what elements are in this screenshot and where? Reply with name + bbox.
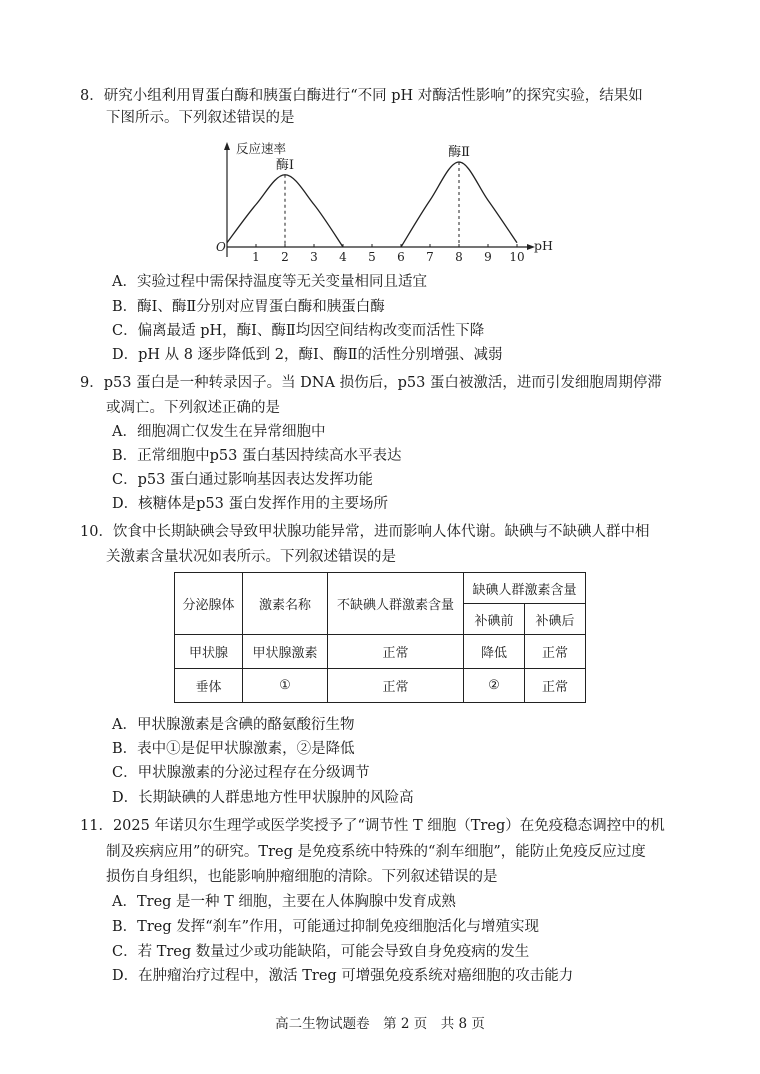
q11-option-c: C．若 Treg 数量过少或功能缺陷，可能会导致自身免疫病的发生 <box>112 944 530 960</box>
q9-option-a: A．细胞凋亡仅发生在异常细胞中 <box>112 424 326 440</box>
q11-stem-line2: 制及疾病应用”的研究。Treg 是免疫系统中特殊的“刹车细胞”，能防止免疫反应过度 <box>106 844 646 860</box>
q10-option-d: D．长期缺碘的人群患地方性甲状腺肿的风险高 <box>112 790 414 806</box>
table-cell: 降低 <box>464 635 525 669</box>
series-label-1: 酶Ⅰ <box>275 157 295 173</box>
q8-option-c: C．偏离最适 pH，酶Ⅰ、酶Ⅱ均因空间结构改变而活性下降 <box>112 323 485 339</box>
q8-option-a: A．实验过程中需保持温度等无关变量相同且适宜 <box>112 274 427 290</box>
enzyme-ph-chart <box>200 140 560 262</box>
series-label-2: 酶Ⅱ <box>448 145 470 160</box>
q9-option-b: B．正常细胞中p53 蛋白基因持续高水平表达 <box>112 448 402 464</box>
q8-stem-line2: 下图所示。下列叙述错误的是 <box>106 110 295 126</box>
table-cell: 正常 <box>328 669 464 703</box>
x-tick-label: 10 <box>509 250 525 262</box>
x-tick-label: 7 <box>426 250 434 262</box>
x-tick-label: 2 <box>281 250 289 262</box>
y-axis-arrow <box>224 142 230 150</box>
q10-option-b: B．表中①是促甲状腺激素，②是降低 <box>112 741 355 757</box>
origin-label: O <box>216 240 226 254</box>
q11-option-b: B．Treg 发挥“刹车”作用，可能通过抑制免疫细胞活化与增殖实现 <box>112 919 540 935</box>
q9-option-d: D．核糖体是p53 蛋白发挥作用的主要场所 <box>112 496 388 512</box>
table-cell: 正常 <box>328 635 464 669</box>
page-footer: 高二生物试题卷 第 2 页 共 8 页 <box>275 1016 485 1032</box>
table-cell: ① <box>243 669 328 703</box>
x-tick-label: 1 <box>252 250 260 262</box>
q9-stem-line1: 9．p53 蛋白是一种转录因子。当 DNA 损伤后，p53 蛋白被激活，进而引发细胞周期停滞 <box>80 375 662 391</box>
q10-option-c: C．甲状腺激素的分泌过程存在分级调节 <box>112 765 370 781</box>
x-tick-label: 4 <box>339 250 347 262</box>
header-hormone-name: 激素名称 <box>243 573 328 635</box>
x-tick-label: 5 <box>368 250 376 262</box>
table-row <box>175 669 586 703</box>
x-tick-label: 8 <box>455 250 463 262</box>
q11-stem-line3: 损伤自身组织，也能影响肿瘤细胞的清除。下列叙述错误的是 <box>106 869 498 885</box>
q11-option-d: D．在肿瘤治疗过程中，激活 Treg 可增强免疫系统对癌细胞的攻击能力 <box>112 968 574 984</box>
x-axis-label: pH <box>534 238 553 253</box>
table-cell: 垂体 <box>175 669 243 703</box>
table-cell: 甲状腺 <box>175 635 243 669</box>
x-tick-label: 3 <box>310 250 318 262</box>
hormone-table <box>174 572 586 703</box>
x-tick-label: 9 <box>484 250 492 262</box>
table-cell: ② <box>464 669 525 703</box>
q8-stem-line1: 8．研究小组利用胃蛋白酶和胰蛋白酶进行“不同 pH 对酶活性影响”的探究实验，结果如 <box>80 88 643 104</box>
header-deficient-content: 缺碘人群激素含量 <box>464 573 586 604</box>
q8-option-d: D．pH 从 8 逐步降低到 2，酶Ⅰ、酶Ⅱ的活性分别增强、减弱 <box>112 347 503 363</box>
q10-option-a: A．甲状腺激素是含碘的酪氨酸衍生物 <box>112 717 355 733</box>
q8-option-b: B．酶Ⅰ、酶Ⅱ分别对应胃蛋白酶和胰蛋白酶 <box>112 299 385 315</box>
header-gland: 分泌腺体 <box>175 573 243 635</box>
header-before-supplement: 补碘前 <box>464 604 525 635</box>
header-normal-content: 不缺碘人群激素含量 <box>328 573 464 635</box>
q10-stem-line1: 10．饮食中长期缺碘会导致甲状腺功能异常，进而影响人体代谢。缺碘与不缺碘人群中相 <box>80 524 650 540</box>
q9-stem-line2: 或凋亡。下列叙述正确的是 <box>106 400 280 416</box>
q9-option-c: C．p53 蛋白通过影响基因表达发挥功能 <box>112 472 373 488</box>
table-cell: 甲状腺激素 <box>243 635 328 669</box>
table-row <box>175 635 586 669</box>
table-cell: 正常 <box>525 635 586 669</box>
y-axis-label: 反应速率 <box>236 141 287 156</box>
q11-option-a: A．Treg 是一种 T 细胞，主要在人体胸腺中发育成熟 <box>112 894 456 910</box>
header-after-supplement: 补碘后 <box>525 604 586 635</box>
table-cell: 正常 <box>525 669 586 703</box>
x-tick-label: 6 <box>397 250 405 262</box>
q11-stem-line1: 11．2025 年诺贝尔生理学或医学奖授予了“调节性 T 细胞（Treg）在免疫稳态调控中的机 <box>80 818 665 834</box>
q10-stem-line2: 关激素含量状况如表所示。下列叙述错误的是 <box>106 549 396 565</box>
